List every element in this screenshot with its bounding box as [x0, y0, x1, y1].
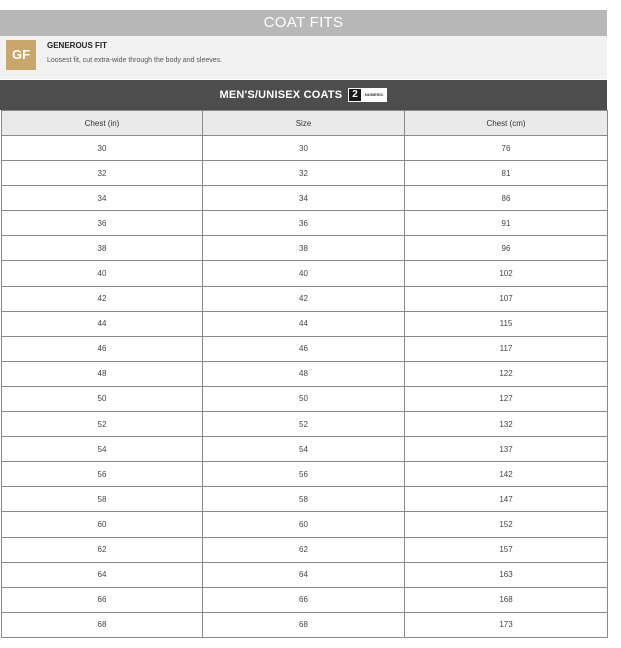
fit-name: GENEROUS FIT: [47, 41, 108, 50]
cell-chest-cm: 163: [405, 562, 608, 587]
table-header-row: [2, 111, 608, 136]
cell-size: 40: [203, 261, 405, 286]
header-chest-in: Chest (in): [2, 111, 203, 136]
cell-size: 54: [203, 437, 405, 462]
table-row: [2, 361, 608, 386]
cell-chest-cm: 127: [405, 386, 608, 411]
table-row: [2, 336, 608, 361]
table-row: [2, 587, 608, 612]
cell-chest-in: 42: [2, 286, 203, 311]
cell-chest-cm: 152: [405, 512, 608, 537]
cell-chest-in: 44: [2, 311, 203, 336]
cell-chest-cm: 81: [405, 161, 608, 186]
cell-chest-cm: 132: [405, 412, 608, 437]
size-table: [1, 110, 608, 638]
numeric-badge-label: NUMERIC: [362, 88, 388, 102]
table-row: [2, 562, 608, 587]
numeric-badge-number: 2: [348, 88, 362, 102]
header-chest-cm: Chest (cm): [405, 111, 608, 136]
header-size: Size: [203, 111, 405, 136]
cell-chest-cm: 91: [405, 211, 608, 236]
table-row: [2, 211, 608, 236]
cell-chest-in: 40: [2, 261, 203, 286]
fit-description: Loosest fit, cut extra-wide through the body and sleeves.: [47, 57, 223, 64]
table-body: [2, 136, 608, 638]
cell-chest-cm: 157: [405, 537, 608, 562]
fit-badge: GF: [6, 40, 36, 70]
cell-chest-cm: 117: [405, 336, 608, 361]
numeric-badge: [348, 89, 387, 101]
cell-chest-in: 48: [2, 361, 203, 386]
table-row: [2, 161, 608, 186]
fit-info-box: [0, 36, 607, 79]
cell-chest-in: 52: [2, 412, 203, 437]
cell-size: 42: [203, 286, 405, 311]
cell-chest-cm: 147: [405, 487, 608, 512]
table-row: [2, 261, 608, 286]
cell-chest-cm: 76: [405, 136, 608, 161]
cell-size: 56: [203, 462, 405, 487]
cell-size: 58: [203, 487, 405, 512]
table-row: [2, 487, 608, 512]
cell-chest-in: 34: [2, 186, 203, 211]
section-title: MEN'S/UNISEX COATS: [219, 89, 343, 101]
cell-chest-in: 32: [2, 161, 203, 186]
table-row: [2, 386, 608, 411]
cell-chest-cm: 107: [405, 286, 608, 311]
cell-size: 64: [203, 562, 405, 587]
cell-chest-in: 68: [2, 612, 203, 637]
table-row: [2, 186, 608, 211]
cell-size: 68: [203, 612, 405, 637]
cell-chest-cm: 96: [405, 236, 608, 261]
cell-chest-in: 46: [2, 336, 203, 361]
table-row: [2, 537, 608, 562]
cell-size: 60: [203, 512, 405, 537]
table-row: [2, 286, 608, 311]
table-row: [2, 311, 608, 336]
table-row: [2, 612, 608, 637]
table-row: [2, 437, 608, 462]
table-row: [2, 412, 608, 437]
cell-chest-in: 54: [2, 437, 203, 462]
cell-chest-in: 56: [2, 462, 203, 487]
cell-size: 66: [203, 587, 405, 612]
cell-size: 34: [203, 186, 405, 211]
cell-chest-in: 38: [2, 236, 203, 261]
cell-size: 32: [203, 161, 405, 186]
cell-size: 52: [203, 412, 405, 437]
page-title: COAT FITS: [0, 10, 607, 36]
cell-size: 30: [203, 136, 405, 161]
cell-chest-cm: 168: [405, 587, 608, 612]
cell-chest-cm: 173: [405, 612, 608, 637]
cell-size: 62: [203, 537, 405, 562]
section-header: [0, 80, 607, 110]
cell-chest-in: 30: [2, 136, 203, 161]
cell-chest-in: 58: [2, 487, 203, 512]
cell-size: 46: [203, 336, 405, 361]
cell-chest-cm: 122: [405, 361, 608, 386]
table-row: [2, 136, 608, 161]
cell-chest-in: 66: [2, 587, 203, 612]
cell-size: 50: [203, 386, 405, 411]
cell-chest-cm: 142: [405, 462, 608, 487]
cell-chest-cm: 86: [405, 186, 608, 211]
cell-size: 48: [203, 361, 405, 386]
table-row: [2, 236, 608, 261]
cell-chest-in: 50: [2, 386, 203, 411]
cell-size: 38: [203, 236, 405, 261]
table-row: [2, 462, 608, 487]
cell-chest-in: 62: [2, 537, 203, 562]
table-row: [2, 512, 608, 537]
cell-chest-cm: 137: [405, 437, 608, 462]
cell-size: 44: [203, 311, 405, 336]
cell-chest-in: 64: [2, 562, 203, 587]
cell-size: 36: [203, 211, 405, 236]
cell-chest-cm: 102: [405, 261, 608, 286]
cell-chest-in: 36: [2, 211, 203, 236]
cell-chest-in: 60: [2, 512, 203, 537]
cell-chest-cm: 115: [405, 311, 608, 336]
